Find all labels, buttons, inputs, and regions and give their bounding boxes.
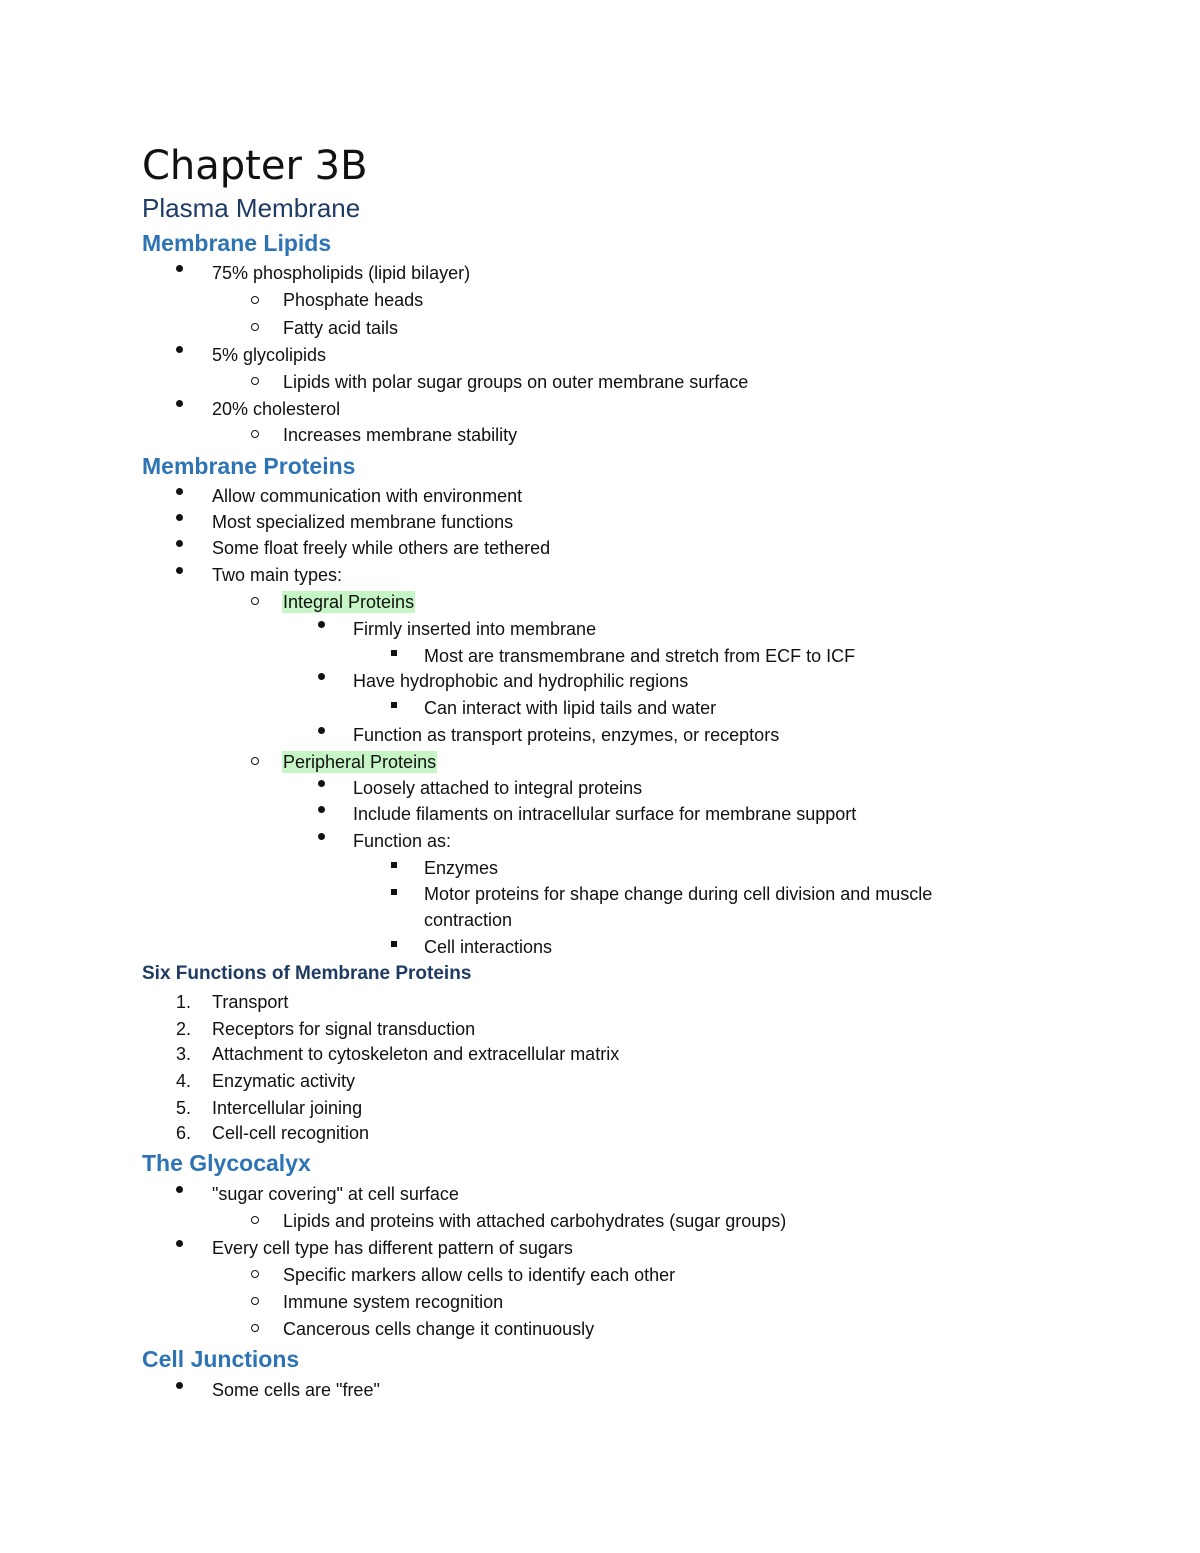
list-item: 5% glycolipids	[212, 345, 327, 365]
list-number: 3.	[176, 1044, 192, 1064]
list-item: Two main types:	[212, 565, 343, 585]
list-item: Cancerous cells change it continuously	[283, 1319, 595, 1339]
circle-bullet-icon	[251, 1270, 259, 1278]
list-item: Allow communication with environment	[212, 486, 523, 506]
bullet-icon	[176, 567, 183, 574]
square-bullet-icon	[391, 862, 397, 868]
bullet-icon	[318, 673, 325, 680]
circle-bullet-icon	[251, 296, 259, 304]
bullet-icon	[176, 400, 183, 407]
bullet-icon	[176, 540, 183, 547]
bullet-icon	[176, 265, 183, 272]
bullet-icon	[318, 727, 325, 734]
list-item-continuation: contraction	[424, 910, 513, 930]
highlighted-item-peripheral-proteins: Peripheral Proteins	[283, 752, 437, 772]
list-number: 1.	[176, 992, 192, 1012]
bullet-icon	[176, 488, 183, 495]
list-item: "sugar covering" at cell surface	[212, 1184, 459, 1204]
heading-six-functions: Six Functions of Membrane Proteins	[142, 963, 472, 984]
numbered-item: Transport	[212, 992, 289, 1012]
list-item: Phosphate heads	[283, 290, 424, 310]
list-item: Lipids with polar sugar groups on outer membrane surface	[283, 372, 749, 392]
list-item: 20% cholesterol	[212, 399, 341, 419]
heading-cell-junctions: Cell Junctions	[142, 1346, 300, 1372]
bullet-icon	[176, 1382, 183, 1389]
list-item: Loosely attached to integral proteins	[353, 778, 643, 798]
list-item: Cell interactions	[424, 937, 553, 957]
bullet-icon	[318, 806, 325, 813]
list-item: Lipids and proteins with attached carbohydrates (sugar groups)	[283, 1211, 787, 1231]
list-item: Most are transmembrane and stretch from ECF to ICF	[424, 646, 856, 666]
list-item: Immune system recognition	[283, 1292, 504, 1312]
list-item: Fatty acid tails	[283, 318, 399, 338]
list-item: Have hydrophobic and hydrophilic regions	[353, 671, 689, 691]
heading-membrane-proteins: Membrane Proteins	[142, 453, 356, 479]
heading-membrane-lipids: Membrane Lipids	[142, 230, 332, 256]
list-item: Specific markers allow cells to identify each other	[283, 1265, 676, 1285]
square-bullet-icon	[391, 941, 397, 947]
bullet-icon	[176, 1186, 183, 1193]
circle-bullet-icon	[251, 757, 259, 765]
bullet-icon	[176, 346, 183, 353]
bullet-icon	[176, 1240, 183, 1247]
circle-bullet-icon	[251, 1324, 259, 1332]
numbered-item: Attachment to cytoskeleton and extracellular matrix	[212, 1044, 620, 1064]
numbered-item: Enzymatic activity	[212, 1071, 356, 1091]
numbered-item: Cell-cell recognition	[212, 1123, 370, 1143]
square-bullet-icon	[391, 889, 397, 895]
circle-bullet-icon	[251, 1297, 259, 1305]
list-item: Every cell type has different pattern of sugars	[212, 1238, 573, 1258]
list-number: 4.	[176, 1071, 192, 1091]
numbered-item: Intercellular joining	[212, 1098, 363, 1118]
highlighted-item-integral-proteins: Integral Proteins	[283, 592, 415, 612]
list-item: Firmly inserted into membrane	[353, 619, 597, 639]
bullet-icon	[318, 833, 325, 840]
bullet-icon	[176, 514, 183, 521]
list-item: Enzymes	[424, 858, 499, 878]
list-item: 75% phospholipids (lipid bilayer)	[212, 263, 471, 283]
numbered-item: Receptors for signal transduction	[212, 1019, 476, 1039]
heading-plasma-membrane: Plasma Membrane	[142, 193, 361, 223]
list-item: Include filaments on intracellular surface for membrane support	[353, 804, 857, 824]
bullet-icon	[318, 621, 325, 628]
square-bullet-icon	[391, 702, 397, 708]
circle-bullet-icon	[251, 377, 259, 385]
circle-bullet-icon	[251, 1216, 259, 1224]
list-number: 2.	[176, 1019, 192, 1039]
list-item: Motor proteins for shape change during cell division and muscle	[424, 884, 933, 904]
list-item: Function as transport proteins, enzymes, or receptors	[353, 725, 780, 745]
square-bullet-icon	[391, 650, 397, 656]
list-item: Most specialized membrane functions	[212, 512, 514, 532]
list-item: Increases membrane stability	[283, 425, 518, 445]
heading-glycocalyx: The Glycocalyx	[142, 1150, 311, 1176]
circle-bullet-icon	[251, 597, 259, 605]
circle-bullet-icon	[251, 323, 259, 331]
list-item: Some float freely while others are tethered	[212, 538, 551, 558]
list-item: Can interact with lipid tails and water	[424, 698, 717, 718]
page-title: Chapter 3B	[142, 143, 368, 189]
list-item: Some cells are "free"	[212, 1380, 380, 1400]
list-item: Function as:	[353, 831, 452, 851]
circle-bullet-icon	[251, 430, 259, 438]
list-number: 5.	[176, 1098, 192, 1118]
list-number: 6.	[176, 1123, 192, 1143]
bullet-icon	[318, 780, 325, 787]
